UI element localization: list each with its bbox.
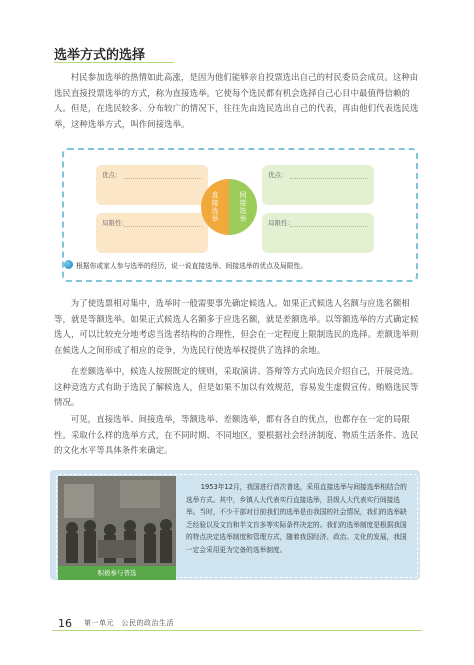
footer-rule	[52, 630, 422, 631]
paragraph-equal-differential: 为了使选票相对集中，选举时一般需要事先确定候选人。如果正式候选人名额与应选名额相等，就是等额选举。如果正式候选人名额多于应选名额，就是差额选举。以等额选举的方式确定候选人，可以比较充分地考虑当选者结构的合理性，但会在一定程度上限制选民的选择。差额选举则在候选人之间形成了相应的竞争，为选民行使选举权提供了选择的余地。	[54, 298, 419, 355]
right-limitation-label: 局限性：	[268, 219, 294, 227]
crowd-illustration	[58, 476, 176, 570]
indirect-election-half-circle: 间接选举	[229, 179, 257, 235]
election-photo	[58, 476, 176, 570]
reading-text: 1953年12月，我国进行首次普选，采用直接选举与间接选举相结合的选举方式。其中，乡镇人大代表实行直接选举，县级人大代表实行间接选举。当时，不少干部对目前我们的选举是由我国的社会情况，我们的选举缺乏经验以及文盲和半文盲多等实际条件决定的。我们的选举制度是根据我国的特点决定选举制度和管理方式，随着我国经济、政治、文化的发展，我国一定会采用更为完备的选举制度。	[186, 483, 407, 554]
paragraph-campaigning: 在差额选举中，候选人按照既定的规则，采取演讲、答辩等方式向选民介绍自己，开展竞选。这种竞选方式有助于选民了解候选人，但是如果不加以有效规范，容易发生虚假宣传、贿赂选民等情况。	[54, 366, 419, 408]
page-number: 16	[58, 617, 72, 630]
right-limitation-box	[262, 213, 374, 253]
right-advantage-box	[262, 165, 374, 205]
globe-icon	[64, 260, 73, 269]
direct-election-half-circle: 直接选举	[201, 179, 229, 235]
unit-label: 第一单元 公民的政治生活	[84, 619, 174, 627]
photo-caption: 积极参与普选	[58, 566, 176, 580]
section-title: 选举方式的选择	[54, 48, 146, 63]
paragraph-direct-indirect: 村民参加选举的热情如此高涨，是因为他们能够亲自投票选出自己的村民委员会成员。这种由选民直接投票选举的方式，称为直接选举。它使每个选民都有机会选择自己心目中最值得信赖的人。但是，在选民较多、分布较广的情况下，往往先由选民选出自己的代表，再由他们代表选民选举，这种选举方式，叫作间接选举。	[54, 72, 419, 129]
paragraph-conclusion: 可见，直接选举、间接选举，等额选举、差额选举，都有各自的优点，也都存在一定的局限性。采取什么样的选举方式，在不同时期、不同地区，要根据社会经济制度、物质生活条件、选民的文化水平等具体条件来确定。	[54, 414, 419, 456]
heading-underline	[54, 62, 174, 63]
left-advantage-label: 优点：	[102, 171, 122, 179]
left-limitation-box	[96, 213, 208, 253]
left-limitation-label: 局限性：	[102, 219, 128, 227]
right-advantage-label: 优点：	[268, 171, 288, 179]
left-advantage-box	[96, 165, 208, 205]
activity-prompt: 根据你或家人参与选举的经历，说一说直接选举、间接选举的优点及局限性。	[76, 262, 308, 270]
